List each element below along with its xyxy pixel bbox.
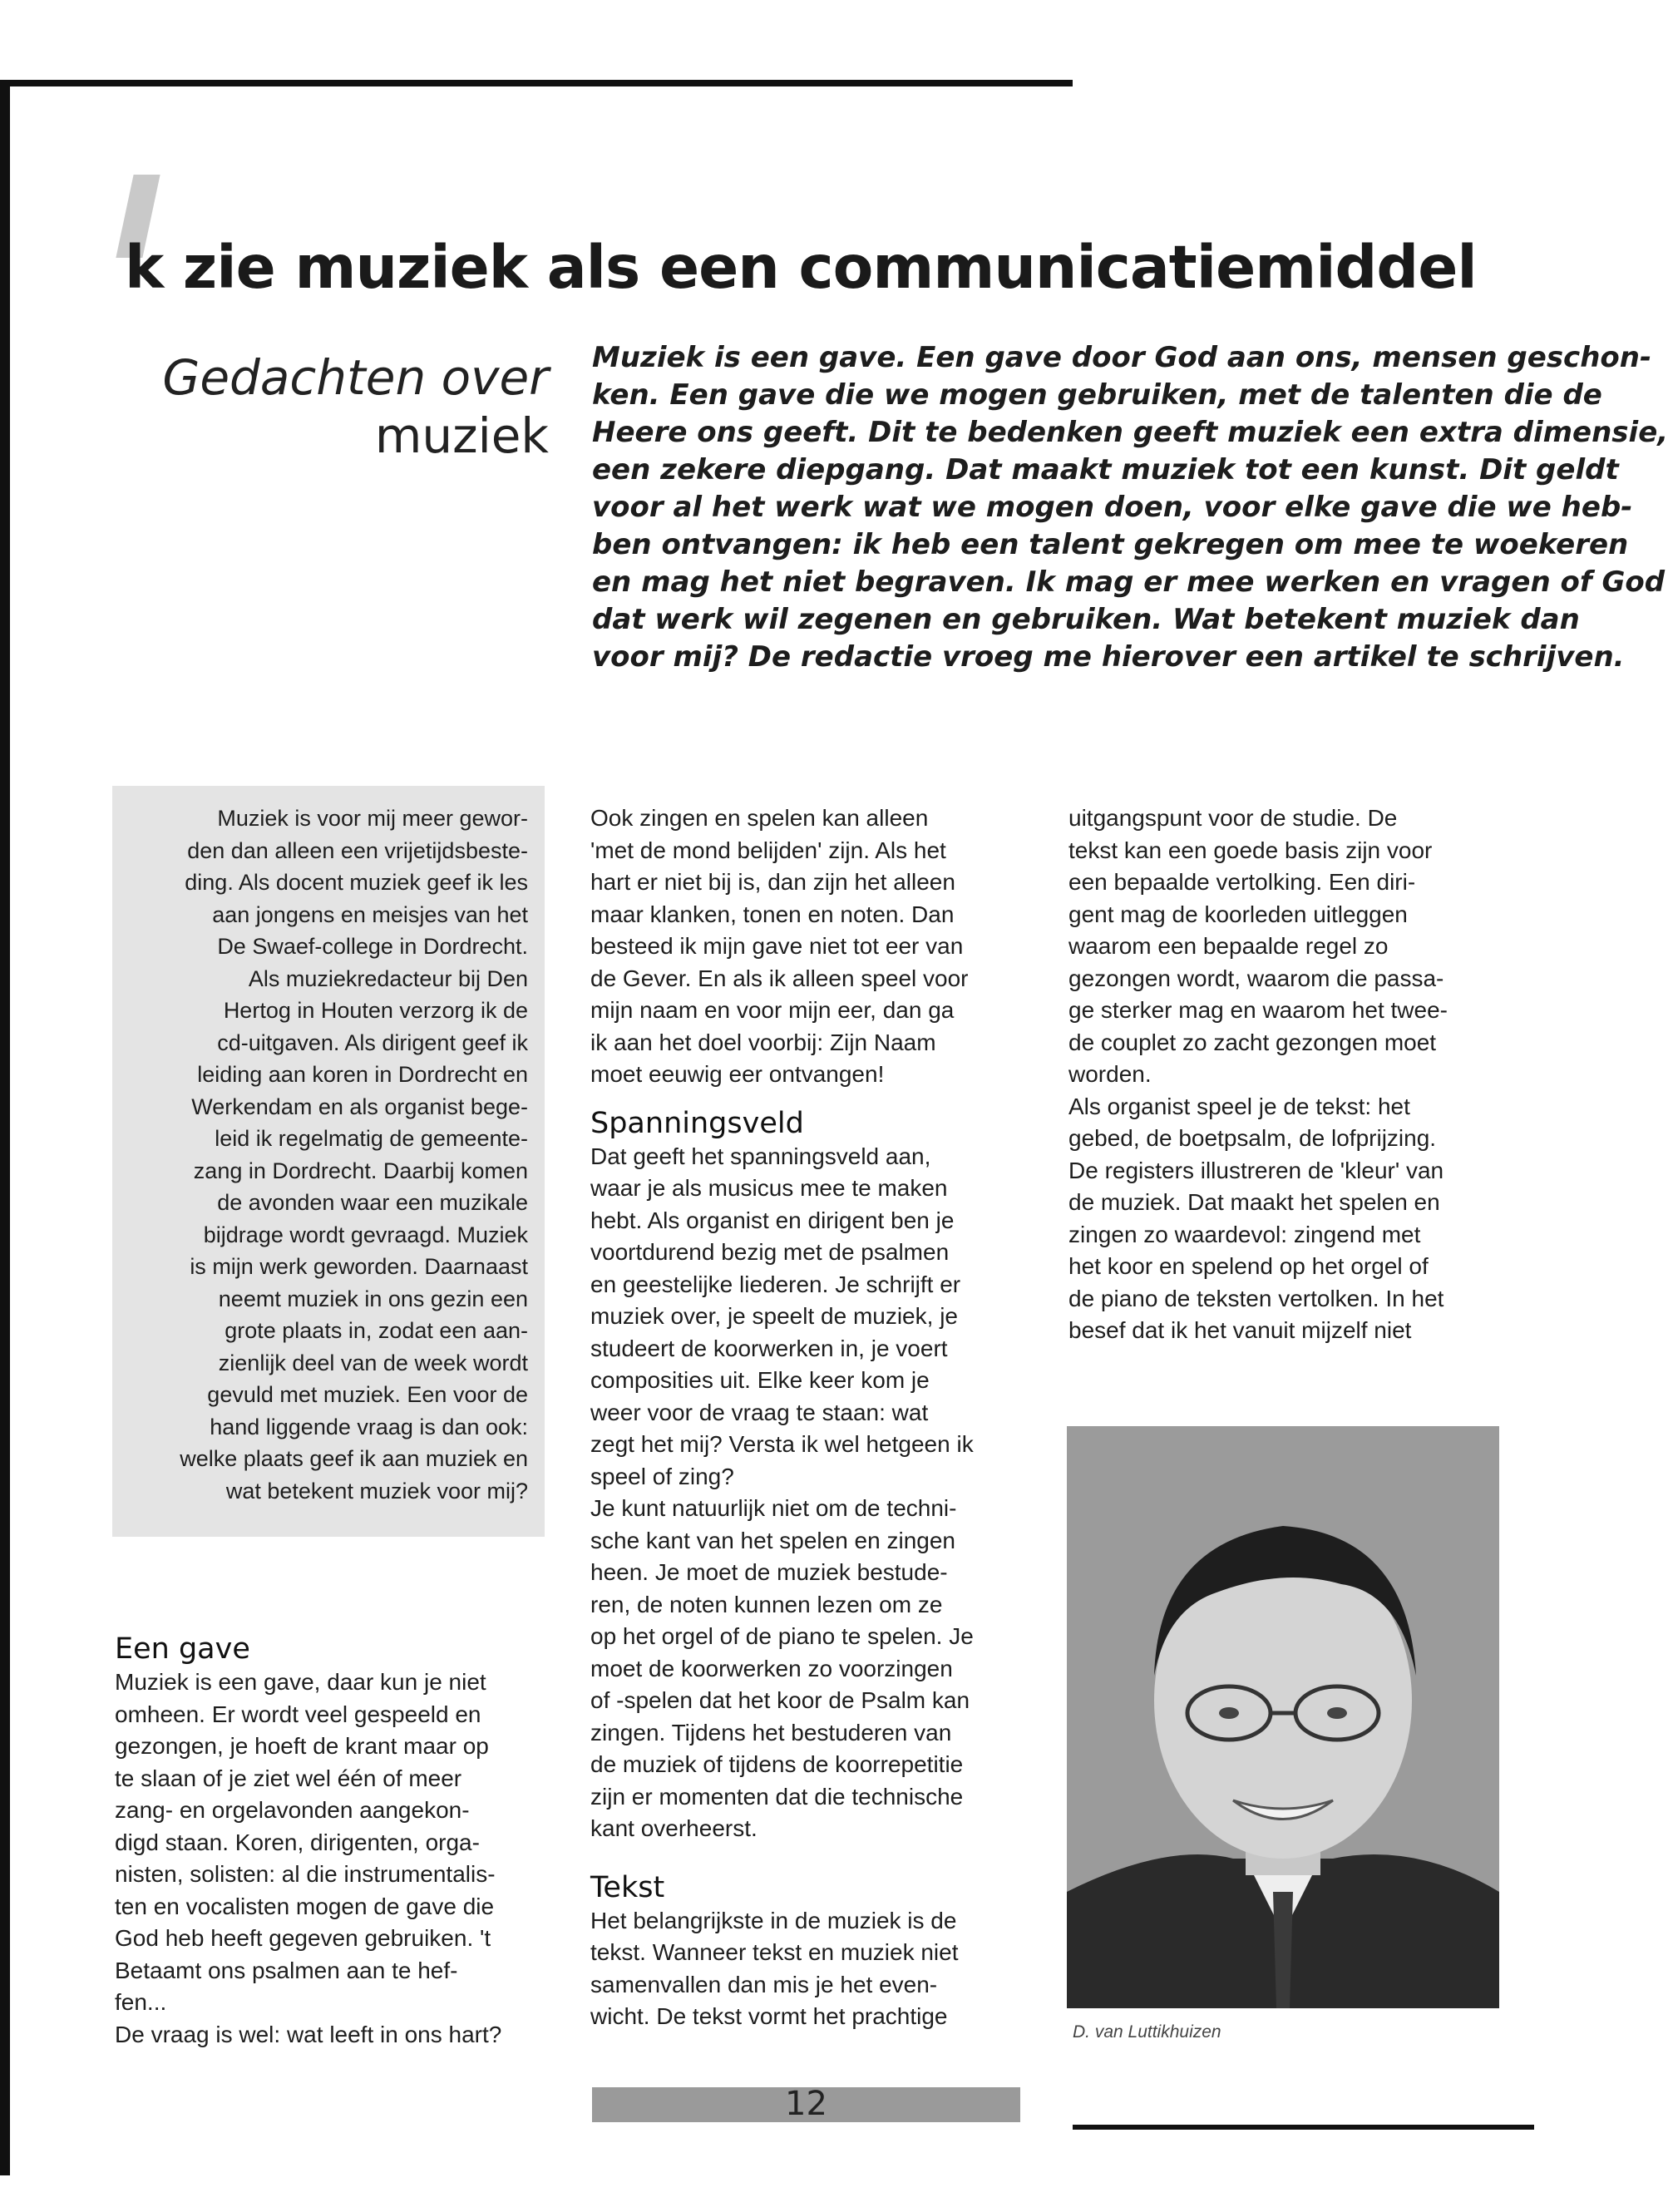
- sidebar-line: Muziek is voor mij meer gewor-: [217, 806, 528, 831]
- body-line: heen. Je moet de muziek bestude-: [590, 1559, 948, 1585]
- photo-caption: D. van Luttikhuizen: [1073, 2022, 1221, 2042]
- body-line: waar je als musicus mee te maken: [590, 1175, 948, 1201]
- body-line: Ook zingen en spelen kan alleen: [590, 805, 929, 831]
- top-rule: [0, 80, 1073, 86]
- subtitle-line-2: muziek: [374, 407, 549, 464]
- body-line: Muziek is een gave, daar kun je niet: [115, 1669, 486, 1695]
- body-line: zingen zo waardevol: zingend met: [1068, 1221, 1421, 1247]
- body-line: maar klanken, tonen en noten. Dan: [590, 901, 955, 927]
- portrait-illustration: [1067, 1426, 1499, 2008]
- body-line: sche kant van het spelen en zingen: [590, 1527, 955, 1553]
- body-line: gezongen, je hoeft de krant maar op: [115, 1733, 489, 1759]
- body-line: hart er niet bij is, dan zijn het alleen: [590, 869, 955, 895]
- sidebar-line: De Swaef-college in Dordrecht.: [217, 934, 528, 959]
- body-line: muziek over, je speelt de muziek, je: [590, 1303, 958, 1329]
- body-line: Het belangrijkste in de muziek is de: [590, 1907, 957, 1933]
- body-line: zijn er momenten dat die technische: [590, 1783, 964, 1810]
- body-line: het koor en spelend op het orgel of: [1068, 1253, 1429, 1279]
- body-line: een bepaalde vertolking. Een diri-: [1068, 869, 1416, 895]
- body-line: gebed, de boetpsalm, de lofprijzing.: [1068, 1125, 1437, 1151]
- body-line: De registers illustreren de 'kleur' van: [1068, 1157, 1444, 1183]
- intro-line: ken. Een gave die we mogen gebruiken, met de talenten die de: [592, 378, 1602, 412]
- column-3: [1068, 802, 1501, 1347]
- body-line: of -spelen dat het koor de Psalm kan: [590, 1687, 970, 1713]
- intro-line: dat werk wil zegenen en gebruiken. Wat betekent muziek dan: [592, 603, 1580, 636]
- body-line: uitgangspunt voor de studie. De: [1068, 805, 1398, 831]
- body-line: te slaan of je ziet wel één of meer: [115, 1765, 462, 1791]
- body-line: wicht. De tekst vormt het prachtige: [590, 2003, 948, 2029]
- sidebar-line: hand liggende vraag is dan ook:: [210, 1414, 528, 1439]
- body-line: op het orgel of de piano te spelen. Je: [590, 1623, 974, 1649]
- body-line: waarom een bepaalde regel zo: [1068, 933, 1389, 959]
- subtitle-line-1: Gedachten over: [162, 349, 549, 406]
- body-line: speel of zing?: [590, 1463, 734, 1489]
- sidebar-line: grote plaats in, zodat een aan-: [225, 1318, 528, 1343]
- bottom-rule: [1073, 2125, 1534, 2130]
- body-line: 'met de mond belijden' zijn. Als het: [590, 837, 946, 863]
- body-line: samenvallen dan mis je het even-: [590, 1971, 938, 1997]
- body-line: moet de koorwerken zo voorzingen: [590, 1655, 953, 1681]
- body-line: en geestelijke liederen. Je schrijft er: [590, 1271, 961, 1297]
- body-line: fen...: [115, 1989, 167, 2015]
- sidebar-line: is mijn werk geworden. Daarnaast: [190, 1254, 528, 1279]
- body-line: de piano de teksten vertolken. In het: [1068, 1285, 1444, 1311]
- sidebar-line: de avonden waar een muzikale: [217, 1190, 528, 1215]
- intro-line: voor al het werk wat we mogen doen, voor elke gave die we heb-: [592, 491, 1633, 524]
- body-line: Je kunt natuurlijk niet om de techni-: [590, 1495, 957, 1521]
- sidebar-line: ding. Als docent muziek geef ik les: [185, 870, 528, 895]
- page-number: 12: [785, 2085, 827, 2123]
- intro-line: Heere ons geeft. Dit te bedenken geeft muziek een extra dimensie,: [592, 416, 1668, 449]
- body-line: De vraag is wel: wat leeft in ons hart?: [115, 2021, 502, 2047]
- sidebar-line: den dan alleen een vrijetijdsbeste-: [187, 837, 528, 863]
- section-heading-een-gave: Een gave: [115, 1632, 250, 1666]
- section-heading-spanningsveld: Spanningsveld: [590, 1106, 804, 1140]
- body-line: de Gever. En als ik alleen speel voor: [590, 965, 969, 991]
- body-line: zegt het mij? Versta ik wel hetgeen ik: [590, 1431, 974, 1457]
- body-line: voortdurend bezig met de psalmen: [590, 1239, 950, 1265]
- sidebar-line: Werkendam en als organist bege-: [191, 1094, 528, 1119]
- body-line: ik aan het doel voorbij: Zijn Naam: [590, 1029, 936, 1055]
- body-line: zang- en orgelavonden aangekon-: [115, 1797, 470, 1823]
- left-rule: [0, 80, 10, 2175]
- sidebar-line: zienlijk deel van de week wordt: [218, 1350, 528, 1375]
- body-line: gezongen wordt, waarom die passa-: [1068, 965, 1444, 991]
- body-line: God heb heeft gegeven gebruiken. 't: [115, 1925, 491, 1951]
- intro-line: voor mij? De redactie vroeg me hierover een artikel te schrijven.: [592, 640, 1625, 674]
- body-line: de couplet zo zacht gezongen moet: [1068, 1029, 1437, 1055]
- author-portrait-photo: [1067, 1426, 1499, 2008]
- sidebar-line: leid ik regelmatig de gemeente-: [215, 1126, 528, 1151]
- body-line: ge sterker mag en waarom het twee-: [1068, 997, 1448, 1023]
- intro-line: Muziek is een gave. Een gave door God aan ons, mensen geschon-: [592, 341, 1652, 374]
- sidebar-line: leiding aan koren in Dordrecht en: [197, 1062, 528, 1087]
- body-line: nisten, solisten: al die instrumentalis-: [115, 1861, 496, 1887]
- body-line: besteed ik mijn gave niet tot eer van: [590, 933, 964, 959]
- body-line: omheen. Er wordt veel gespeeld en: [115, 1701, 481, 1727]
- intro-paragraph: [592, 339, 1668, 676]
- body-line: kant overheerst.: [590, 1815, 758, 1841]
- sidebar-line: cd-uitgaven. Als dirigent geef ik: [217, 1029, 528, 1055]
- intro-line: een zekere diepgang. Dat maakt muziek tot een kunst. Dit geldt: [592, 453, 1619, 486]
- body-line: weer voor de vraag te staan: wat: [590, 1399, 929, 1425]
- sidebar-line: bijdrage wordt gevraagd. Muziek: [203, 1222, 528, 1247]
- intro-line: ben ontvangen: ik heb een talent gekregen om mee te woekeren: [592, 528, 1629, 561]
- sidebar-line: neemt muziek in ons gezin een: [218, 1286, 528, 1311]
- body-line: besef dat ik het vanuit mijzelf niet: [1068, 1317, 1412, 1343]
- sidebar-line: aan jongens en meisjes van het: [212, 901, 528, 927]
- sidebar-line: wat betekent muziek voor mij?: [225, 1478, 528, 1503]
- body-line: hebt. Als organist en dirigent ben je: [590, 1207, 955, 1233]
- body-line: tekst kan een goede basis zijn voor: [1068, 837, 1433, 863]
- sidebar-line: Als muziekredacteur bij Den: [248, 965, 528, 991]
- body-line: de muziek. Dat maakt het spelen en: [1068, 1189, 1440, 1215]
- body-line: ren, de noten kunnen lezen om ze: [590, 1591, 943, 1617]
- column-1: [115, 1632, 551, 2051]
- page-number-bar: [592, 2087, 1020, 2122]
- body-line: worden.: [1068, 1061, 1152, 1087]
- body-line: Als organist speel je de tekst: het: [1068, 1093, 1410, 1119]
- section-heading-tekst: Tekst: [590, 1870, 665, 1904]
- body-line: zingen. Tijdens het bestuderen van: [590, 1719, 952, 1745]
- sidebar-line: zang in Dordrecht. Daarbij komen: [193, 1158, 528, 1183]
- body-line: gent mag de koorleden uitleggen: [1068, 901, 1408, 927]
- body-line: Betaamt ons psalmen aan te hef-: [115, 1957, 458, 1983]
- intro-line: en mag het niet begraven. Ik mag er mee werken en vragen of God: [592, 565, 1666, 599]
- article-subtitle: [108, 349, 549, 465]
- sidebar-line: welke plaats geef ik aan muziek en: [180, 1446, 528, 1471]
- body-line: moet eeuwig eer ontvangen!: [590, 1061, 885, 1087]
- sidebar-line: Hertog in Houten verzorg ik de: [223, 998, 528, 1023]
- body-line: tekst. Wanneer tekst en muziek niet: [590, 1939, 959, 1965]
- column-2: [590, 802, 1023, 2033]
- body-line: ten en vocalisten mogen de gave die: [115, 1893, 495, 1919]
- body-line: de muziek of tijdens de koorrepetitie: [590, 1751, 964, 1777]
- article-title: k zie muziek als een communicatiemiddel: [125, 232, 1477, 302]
- body-line: mijn naam en voor mijn eer, dan ga: [590, 997, 955, 1023]
- body-line: digd staan. Koren, dirigenten, orga-: [115, 1829, 480, 1855]
- sidebar-paragraph: [112, 802, 528, 1507]
- body-line: studeert de koorwerken in, je voert: [590, 1335, 948, 1361]
- body-line: composities uit. Elke keer kom je: [590, 1367, 930, 1393]
- body-line: Dat geeft het spanningsveld aan,: [590, 1143, 931, 1169]
- sidebar-line: gevuld met muziek. Een voor de: [207, 1382, 528, 1407]
